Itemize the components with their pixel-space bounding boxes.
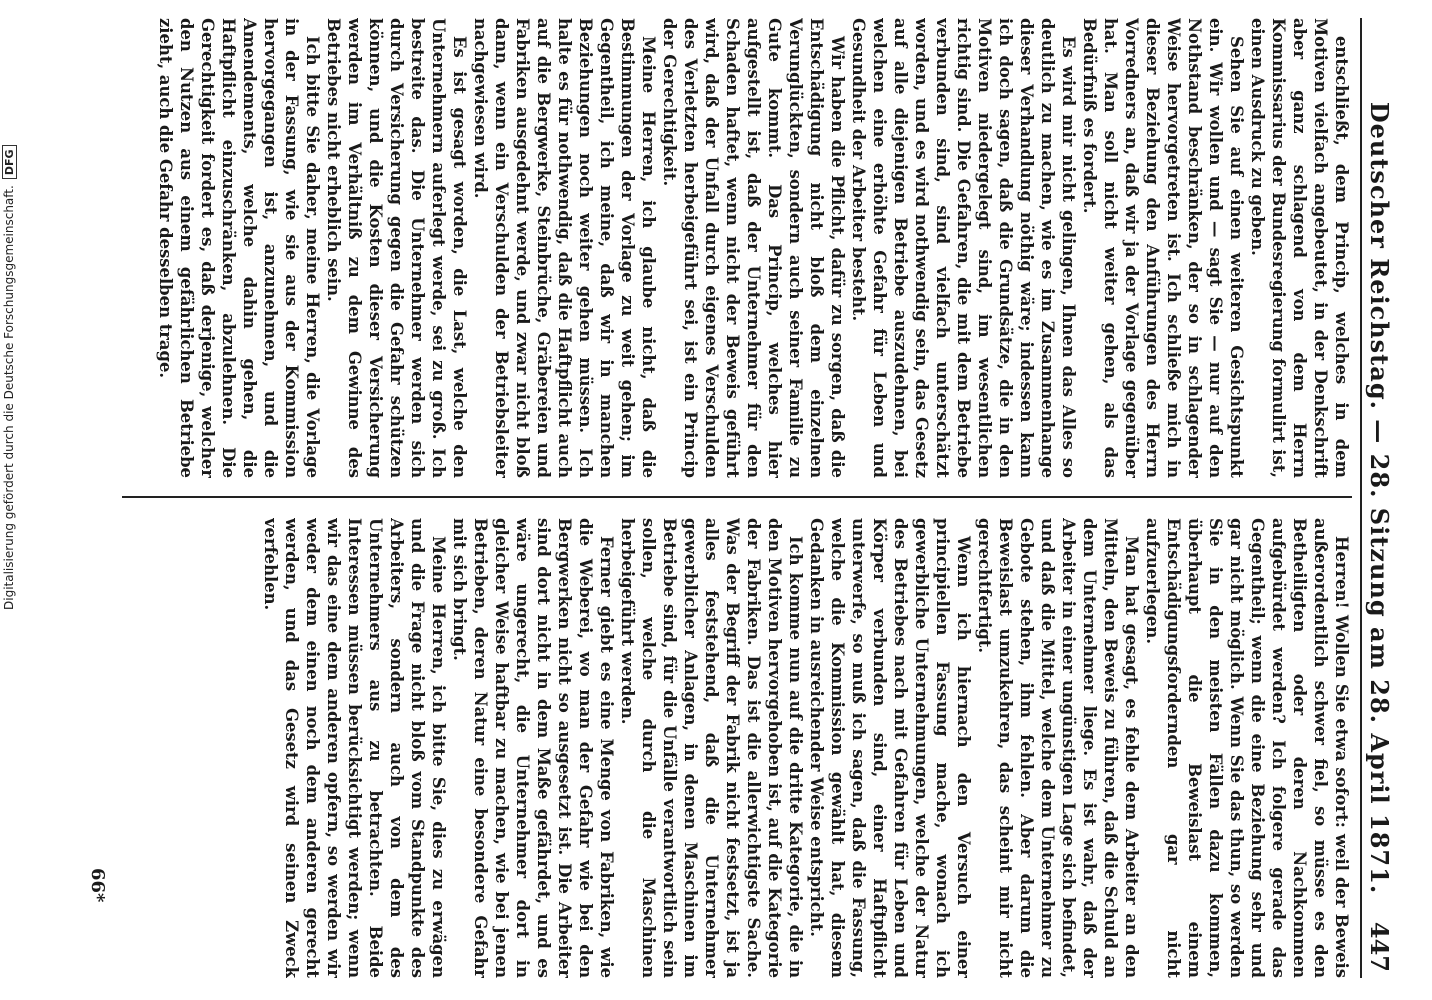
paragraph: Es wird mir nicht gelingen, Ihnen das Alles so deutlich zu machen, wie es im Zusammenhange dieser Verhandlung nöthig wäre; indessen kann ich doch sagen, daß die Grundsätze, die in den Motiven niedergelegt sind, im wesentlichen richtig sind. Die Gefahren, die mit dem Betriebe verbunden sind, sind vielfach unterschätzt worden, und es wird nothwendig sein, das Gesetz auf alle diejenigen Betriebe auszudehnen, bei welchen eine erhöhte Gefahr für Leben und Gesundheit der Arbeiter besteht. [849,18,1078,478]
paragraph: Ich komme nun auf die dritte Kategorie, die in den Motiven hervorgehoben ist, auf die Kategorie der Fabriken. Das ist die allerwichtigste Sache. Was der Begriff der Fabrik nicht festsetzt, ist ja alles feststehend, daß die Unternehmer gewerblicher Anlagen, in denen Maschinen im Betriebe sind, für die Unfälle verantwortlich sein sollen, welche durch die Maschinen herbeigeführt werden. [618,518,805,978]
column-divider [122,496,1352,498]
dfg-logo: DFG [2,145,17,179]
paragraph: Ferner giebt es eine Menge von Fabriken, wie die Weberei, wo man der Gefahr wie bei den Bergwerken nicht so ausgesetzt ist. Die Arbeiter sind dort nicht in dem Maße gefährdet, und es wäre ungerecht, die Unternehmer dort in gleicher Weise haftbar zu machen, wie bei jenen Betrieben, deren Natur eine besondere Gefahr mit sich bringt. [450,518,616,978]
paragraph: Es ist gesagt worden, die Last, welche den Unternehmern auferlegt werde, sei zu groß. Ich bestreite das. Die Unternehmer werden sich durch Versicherung gegen die Gefahr schützen können, und die Kosten dieser Versicherung werden im Verhältniß zu dem Gewinne des Betriebes nicht erheblich sein. [324,18,469,478]
right-column [122,518,1352,978]
paragraph: Meine Herren, ich bitte Sie, dies zu erwägen und die Frage nicht bloß vom Standpunkte des Arbeiters, sondern auch von dem des Unternehmers aus zu betrachten. Beide Interessen müssen berücksichtigt werden; wenn wir das eine dem anderen opfern, so werden wir weder dem einen noch dem anderen gerecht werden, und das Gesetz wird seinen Zweck verfehlen. [261,518,448,978]
page-header [1360,18,1398,978]
paragraph: Sehen Sie auf einen weiteren Gesichtspunkt ein. Wir wollen und — sagt Sie — nur auf den Nothstand beschränken, der so in schlagender Weise hervorgetreten ist. Ich schließe mich in dieser Beziehung den Anführungen des Herrn Vorredners an, daß wir ja der Vorlage gegenüber hat. Man soll nicht weiter gehen, als das Bedürfniß es fordert. [1080,18,1246,478]
left-column [122,18,1352,478]
rotated-page-content [58,18,1398,978]
sheet-signature: 66* [87,868,108,903]
header-rule [1361,18,1363,978]
paragraph: Man hat gesagt, es fehle dem Arbeiter an den Mitteln, den Beweis zu führen, daß die Schuld an dem Unternehmer liege. Es ist wahr, daß der Arbeiter in einer ungünstigen Lage sich befindet, und daß die Mittel, welche dem Unternehmer zu Gebote stehen, ihm fehlen. Aber darum die Beweislast umzukehren, das scheint mir nicht gerechtfertigt. [975,518,1141,978]
digitization-credit [2,149,17,610]
page-number: 447 [1365,921,1394,972]
paragraph: Wir haben die Pflicht, dafür zu sorgen, daß die Entschädigung nicht bloß dem einzelnen Verunglückten, sondern auch seiner Familie zu Gute kommt. Das Princip, welches hier aufgestellt ist, daß der Unternehmer für den Schaden haftet, wenn nicht der Beweis geführt wird, daß der Unfall durch eigenes Verschulden des Verletzten herbeigeführt sei, ist ein Princip der Gerechtigkeit. [660,18,847,478]
running-title: Deutscher Reichstag. — 28. Sitzung am 28. April 1871. [1365,101,1394,895]
paragraph: Herren! Wollen Sie etwa sofort: weil der Beweis außerordentlich schwer fiel, so müsse es den Betheiligten oder deren Nachkommen aufgebürdet werden? Ich folgere gerade das Gegentheil; wenn die eine Beziehung sehr und gar nicht möglich. Wenn Sie das thun, so werden Sie in den meisten Fällen dazu kommen, überhaupt die Beweislast einem Entschädigungsfordernden gar nicht aufzuerlegen. [1143,518,1351,978]
paragraph: Meine Herren, ich glaube nicht, daß die Bestimmungen der Vorlage zu weit gehen; im Gegentheil, ich meine, daß wir in manchen Beziehungen noch weiter gehen müssen. Ich halte es für nothwendig, daß die Haftpflicht auch auf die Bergwerke, Steinbrüche, Gräbereien und Fabriken ausgedehnt werde, und zwar nicht bloß dann, wenn ein Verschulden der Betriebsleiter nachgewiesen wird. [471,18,658,478]
paragraph: entschließt, dem Princip, welches in dem Motiven vielfach angebeutet, in der Denkschrift aber ganz schlagend von dem Herrn Kommissarius der Bundesregierung formulirt ist, einen Ausdruck zu geben. [1248,18,1351,478]
text-columns [122,18,1352,978]
credit-text: Digitalisierung gefördert durch die Deutsche Forschungsgemeinschaft. [2,185,16,610]
paragraph: Wenn ich hiernach den Versuch einer principiellen Fassung mache, wonach ich gewerbliche Unternehmungen, welche der Natur des Betriebes nach mit Gefahren für Leben und Körper verbunden sind, einer Haftpflicht unterwerfe, so muß ich sagen, daß die Fassung, welche die Kommission gewählt hat, diesem Gedanken in ausreichender Weise entspricht. [807,518,973,978]
paragraph: Ich bitte Sie daher, meine Herren, die Vorlage in der Fassung, wie sie aus der Kommission hervorgegangen ist, anzunehmen, und die Amendements, welche dahin gehen, die Haftpflicht einzuschränken, abzulehnen. Die Gerechtigkeit fordert es, daß derjenige, welcher den Nutzen aus einem gefährlichen Betriebe zieht, auch die Gefahr desselben trage. [156,18,322,478]
